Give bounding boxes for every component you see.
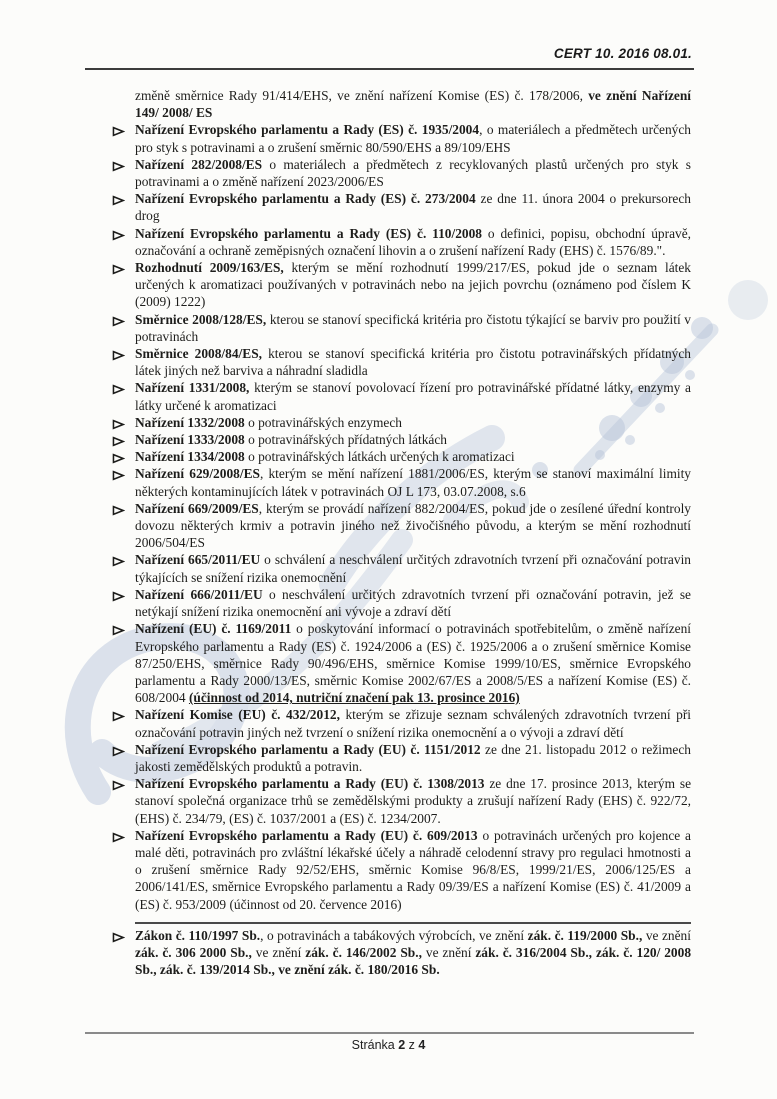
arrow-bullet-icon <box>112 930 125 942</box>
arrow-bullet-icon <box>112 709 125 721</box>
text-run: kterým se mění rozhodnutí 1999/217/ES, pokud jde o seznam látek určených k aromatizaci používaných v potravinách nebo na jejich povrchu (oznámeno pod číslem K (2009) 1222) <box>135 260 691 310</box>
text-run: Nařízení 282/2008/ES <box>135 156 263 172</box>
regulation-item <box>135 259 691 311</box>
item-text <box>135 312 691 344</box>
arrow-bullet-icon <box>112 434 125 446</box>
text-run: o materiálech a předmětech z recyklovaných plastů určených pro styk s potravinami a o změně nařízení 2023/2006/ES <box>135 156 691 190</box>
regulation-item <box>135 706 691 740</box>
item-text <box>135 928 691 977</box>
text-run: ze dne 21. listopadu 2012 o režimech jakosti zemědělských produktů a potravin. <box>135 741 691 774</box>
text-run: Nařízení Evropského parlamentu a Rady (EU) č. 1151/2012 <box>135 741 481 757</box>
item-text <box>135 346 691 378</box>
header-rule <box>85 68 694 70</box>
arrow-bullet-icon <box>112 193 125 205</box>
text-run: Nařízení Komise (EU) č. 432/2012, <box>135 707 340 723</box>
arrow-bullet-icon <box>112 451 125 463</box>
text-run: ve znění Nařízení 149/ 2008/ ES <box>135 88 691 121</box>
text-run: , o materiálech a předmětech určených pro styk s potravinami a o zrušení směrnic 80/590/EHS a 89/109/EHS <box>135 122 691 155</box>
arrow-bullet-icon <box>112 124 125 136</box>
regulation-item <box>135 414 691 431</box>
regulation-item <box>135 431 691 448</box>
text-run: ze dne 17. prosince 2013, kterým se stanoví společná organizace trhů se zemědělskými produkty a zrušují nařízení Rady (EHS) č. 922/72, (EHS) č. 234/79, (ES) č. 1037/2001 a (ES) č. 1234/2007. <box>135 776 692 826</box>
regulation-item <box>135 620 691 706</box>
text-run: Rozhodnutí 2009/163/ES, <box>135 260 284 276</box>
regulation-item <box>135 225 691 259</box>
continuation-paragraph <box>135 87 691 121</box>
regulation-item <box>135 775 691 827</box>
item-text <box>135 260 691 309</box>
text-run: Nařízení 665/2011/EU <box>135 552 261 568</box>
footer-rule <box>85 1032 694 1034</box>
regulation-item <box>135 379 691 413</box>
item-text <box>135 191 691 223</box>
arrow-bullet-icon <box>112 314 125 326</box>
item-text <box>135 432 447 447</box>
text-run: Nařízení 1331/2008, <box>135 380 250 396</box>
text-run: zák. č. 316/2004 Sb., zák. č. 120/ 2008 Sb., zák. č. 139/2014 Sb., ve znění zák. č. 180/2016 Sb. <box>135 944 692 978</box>
arrow-bullet-icon <box>112 554 125 566</box>
text-run: ve znění <box>251 944 306 960</box>
arrow-bullet-icon <box>112 623 125 635</box>
item-text <box>135 501 691 550</box>
page-number <box>0 1038 777 1052</box>
text-run: ve znění <box>642 927 691 943</box>
item-text <box>135 466 691 498</box>
text-run: o potravinách určených pro kojence a malé děti, potravinách pro zvláštní lékařské účely a náhradě celodenní stravy pro regulaci hmotnosti a o zrušení směrnice Rady 92/52/EHS, směrnic Komise 96/8/ES, 1999/21/ES, 2006/125/ES a 2006/141/ES, směrnice Evropského parlamentu a Rady 09/39/ES a nařízení Komise (ES) č. 41/2009 a (ES) č. 953/2009 (účinnost od 20. července 2016) <box>135 827 691 912</box>
arrow-bullet-icon <box>112 830 125 842</box>
text-run: , o potravinách a tabákových výrobcích, ve znění <box>260 927 528 943</box>
text-run: Nařízení 1334/2008 <box>135 449 245 465</box>
text-run: kterou se stanoví specifická kritéria pro čistotu týkající se barviv pro použití v potravinách <box>135 311 691 344</box>
arrow-bullet-icon <box>112 778 125 790</box>
arrow-bullet-icon <box>112 503 125 515</box>
item-text <box>135 776 691 825</box>
regulation-item <box>135 741 691 775</box>
item-text <box>135 621 691 705</box>
text-run: zák. č. 306 2000 Sb., <box>135 944 252 960</box>
text-run: 2 <box>398 1038 406 1052</box>
item-text <box>135 828 691 912</box>
text-run: 4 <box>418 1038 426 1052</box>
item-text <box>135 88 691 120</box>
text-run: zák. č. 119/2000 Sb., <box>527 927 643 943</box>
text-run: Nařízení 666/2011/EU <box>135 586 263 602</box>
regulation-item <box>135 586 691 620</box>
item-text <box>135 449 515 464</box>
text-run: změně směrnice Rady 91/414/EHS, ve znění nařízení Komise (ES) č. 178/2006, <box>135 88 589 103</box>
text-run: Směrnice 2008/128/ES, <box>135 311 267 327</box>
regulation-item <box>135 448 691 465</box>
item-text <box>135 587 691 619</box>
item-text <box>135 122 691 154</box>
text-run: , kterým se mění nařízení 1881/2006/ES, kterým se stanoví maximální limity některých kontaminujících látek v potravinách OJ L 173, 03.07.2008, s.6 <box>135 466 691 499</box>
text-run: o potravinářských látkách určených k aromatizaci <box>244 449 515 465</box>
arrow-bullet-icon <box>112 744 125 756</box>
text-run: o schválení a neschválení určitých zdravotních tvrzení při označování potravin týkajících se snížení rizika onemocnění <box>135 552 691 585</box>
text-run: Nařízení Evropského parlamentu a Rady (EU) č. 609/2013 <box>135 827 478 843</box>
text-run: kterou se stanoví specifická kritéria pro čistotu potravinářských přídatných látek jiných než barviva a náhradní sladidla <box>135 346 692 379</box>
header-reference: CERT 10. 2016 08.01. <box>553 46 692 61</box>
item-text <box>135 157 691 189</box>
arrow-bullet-icon <box>112 348 125 360</box>
text-run: Nařízení Evropského parlamentu a Rady (EU) č. 1308/2013 <box>135 776 485 792</box>
text-run: Nařízení Evropského parlamentu a Rady (ES) č. 110/2008 <box>135 225 483 241</box>
regulation-item <box>135 465 691 499</box>
section-divider <box>135 922 691 924</box>
text-run: o potravinářských přídatných látkách <box>244 432 447 448</box>
text-run: Zákon č. 110/1997 Sb. <box>135 927 261 943</box>
text-run: o poskytování informací o potravinách spotřebitelům, o změně nařízení Evropského parlamentu a Rady (ES) č. 1924/2006 a (ES) č. 1925/2006 a o zrušení směrnice Komise 87/250/EHS, směrnice Rady 90/496/EHS, směrnice Komise 1999/10/ES, směrnice Evropského parlamentu a Rady 2000/13/ES, směrnic Komise 2002/67/ES a 2008/5/ES a nařízení Komise (ES) č. 608/2004 <box>135 621 691 706</box>
regulation-item <box>135 156 691 190</box>
text-run: o potravinářských enzymech <box>244 414 402 430</box>
regulation-item <box>135 500 691 552</box>
text-run: ve znění <box>421 944 476 960</box>
regulation-item <box>135 551 691 585</box>
regulation-item <box>135 827 691 913</box>
text-run: (účinnost od 2014, nutriční značení pak 13. prosince 2016) <box>188 690 520 706</box>
item-text <box>135 415 402 430</box>
item-text <box>135 742 691 774</box>
item-text <box>135 552 691 584</box>
text-run: Nařízení 1333/2008 <box>135 432 245 448</box>
text-run: Nařízení Evropského parlamentu a Rady (ES) č. 1935/2004 <box>135 122 480 138</box>
arrow-bullet-icon <box>112 228 125 240</box>
regulation-item <box>135 311 691 345</box>
arrow-bullet-icon <box>112 382 125 394</box>
text-run: Nařízení Evropského parlamentu a Rady (ES) č. 273/2004 <box>135 191 476 207</box>
text-run: Nařízení 1332/2008 <box>135 414 245 430</box>
document-body <box>135 87 691 978</box>
arrow-bullet-icon <box>112 159 125 171</box>
text-run: Nařízení (EU) č. 1169/2011 <box>135 621 292 637</box>
regulation-item <box>135 927 691 979</box>
text-run: Směrnice 2008/84/ES, <box>135 346 262 362</box>
text-run: Stránka <box>351 1038 399 1052</box>
text-run: z <box>405 1038 419 1052</box>
arrow-bullet-icon <box>112 468 125 480</box>
text-run: Nařízení 629/2008/ES <box>135 466 260 482</box>
regulation-item <box>135 345 691 379</box>
text-run: o definici, popisu, obchodní úpravě, označování a ochraně zeměpisných označení lihovin a o zrušení nařízení Rady (EHS) č. 1576/89.". <box>135 225 692 258</box>
text-run: kterým se zřizuje seznam schválených zdravotních tvrzení při označování potravin jiných než tvrzení o snížení rizika onemocnění a o vývoji a zdraví dětí <box>135 707 691 740</box>
regulation-item <box>135 190 691 224</box>
text-run: , kterým se provádí nařízení 882/2004/ES, pokud jde o zesílené úřední kontroly dovozu některých krmiv a potravin jiného než živočišného původu, a kterým se mění rozhodnutí 2006/504/ES <box>135 500 691 551</box>
text-run: ze dne 11. února 2004 o prekursorech drog <box>135 191 691 224</box>
text-run: kterým se stanoví povolovací řízení pro potravinářské přídatné látky, enzymy a látky určené k aromatizaci <box>135 380 691 413</box>
regulation-item <box>135 121 691 155</box>
arrow-bullet-icon <box>112 262 125 274</box>
text-run: Nařízení 669/2009/ES <box>135 500 259 516</box>
arrow-bullet-icon <box>112 589 125 601</box>
arrow-bullet-icon <box>112 417 125 429</box>
item-text <box>135 707 691 739</box>
item-text <box>135 380 691 412</box>
text-run: zák. č. 146/2002 Sb., <box>305 944 422 960</box>
item-text <box>135 226 691 258</box>
text-run: o neschválení určitých zdravotních tvrzení při označování potravin, jež se netýkají snížení rizika onemocnění ani vývoje a zdraví dětí <box>135 586 691 620</box>
